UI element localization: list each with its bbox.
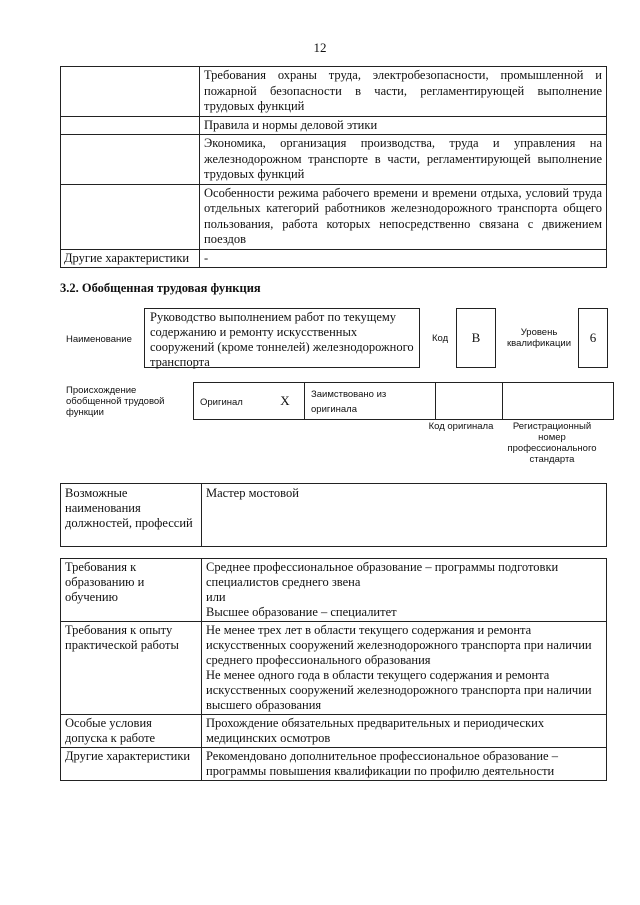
positions-label: Возможные наименования должностей, профессий [61,484,202,547]
positions-table [60,483,607,547]
original-label-cell [194,383,267,420]
table-row [61,484,607,547]
level-label: Уровень квалификации [506,327,572,349]
requirement-line: Среднее профессиональное образование – программы подготовки специалистов среднего звена [206,560,559,589]
requirement-line: Не менее одного года в области текущего содержания и ремонта искусственных сооружений железнодорожного транспорта при наличии высшего образования [206,668,592,712]
table-row [61,67,607,117]
requirement-line: Прохождение обязательных предварительных и периодических медицинских осмотров [206,716,545,745]
level-value: 6 [589,330,597,345]
table-row [61,622,607,715]
origin-label: Происхождение обобщенной трудовой функции [66,385,165,418]
requirement-label: Особые условия допуска к работе [61,715,202,748]
knowledge-continuation-table [60,66,607,268]
row-value: - [200,249,607,268]
requirements-table [60,558,607,781]
borrowed-label: Заимствовано из оригинала [311,389,387,415]
page-number: 12 [313,40,327,55]
section-heading: 3.2. Обобщенная трудовая функция [60,281,261,295]
original-mark: X [280,393,290,408]
code-original-cell [436,383,503,420]
table-row [61,715,607,748]
requirement-label: Требования к опыту практической работы [61,622,202,715]
row-value: Правила и нормы деловой этики [200,116,607,135]
table-row [61,559,607,622]
level-box [578,308,608,368]
origin-table [193,382,614,420]
function-code-box [456,308,496,368]
code-original-caption: Код оригинала [428,421,494,432]
row-label: Другие характеристики [61,249,200,268]
requirement-value [202,559,607,622]
requirement-label: Другие характеристики [61,748,202,781]
name-label: Наименование [66,334,132,345]
original-label: Оригинал [200,396,243,408]
row-value: Требования охраны труда, электробезопасности, промышленной и пожарной безопасности в части, регламентирующей выполнение трудовых функций [200,67,607,117]
requirement-value [202,622,607,715]
row-label [61,184,200,249]
requirement-value [202,748,607,781]
code-label: Код [432,333,449,344]
table-row [61,135,607,185]
function-name-box: Руководство выполнением работ по текущему содержанию и ремонту искусственных сооружений (кроме тоннелей) железнодорожного транспорта [144,308,420,368]
table-row [194,383,614,420]
requirement-label: Требования к образованию и обучению [61,559,202,622]
borrowed-cell [305,383,436,420]
reg-number-cell [503,383,614,420]
row-value: Экономика, организация производства, труда и управления на железнодорожном транспорте в части, регламентирующей выполнение трудовых функций [200,135,607,185]
requirement-line: Рекомендовано дополнительное профессиональное образование – программы повышения квалификации по профилю деятельности [206,749,558,778]
function-code-value: B [471,330,481,345]
requirement-line: Не менее трех лет в области текущего содержания и ремонта искусственных сооружений железнодорожного транспорта при наличии среднего профессионального образования [206,623,592,667]
table-row [61,748,607,781]
row-label [61,116,200,135]
requirement-line: Высшее образование – специалитет [206,605,397,619]
row-value: Особенности режима рабочего времени и времени отдыха, условий труда отдельных категорий работников железнодорожного транспорта общего пользования, работа которых непосредственно связана с движением поездов [200,184,607,249]
requirement-value [202,715,607,748]
row-label [61,135,200,185]
table-row [61,184,607,249]
row-label [61,67,200,117]
requirement-line: или [206,590,226,604]
table-row [61,249,607,268]
reg-number-caption: Регистрационный номер профессионального стандарта [507,421,597,465]
table-row [61,116,607,135]
original-mark-cell [266,383,305,420]
positions-value: Мастер мостовой [202,484,607,547]
